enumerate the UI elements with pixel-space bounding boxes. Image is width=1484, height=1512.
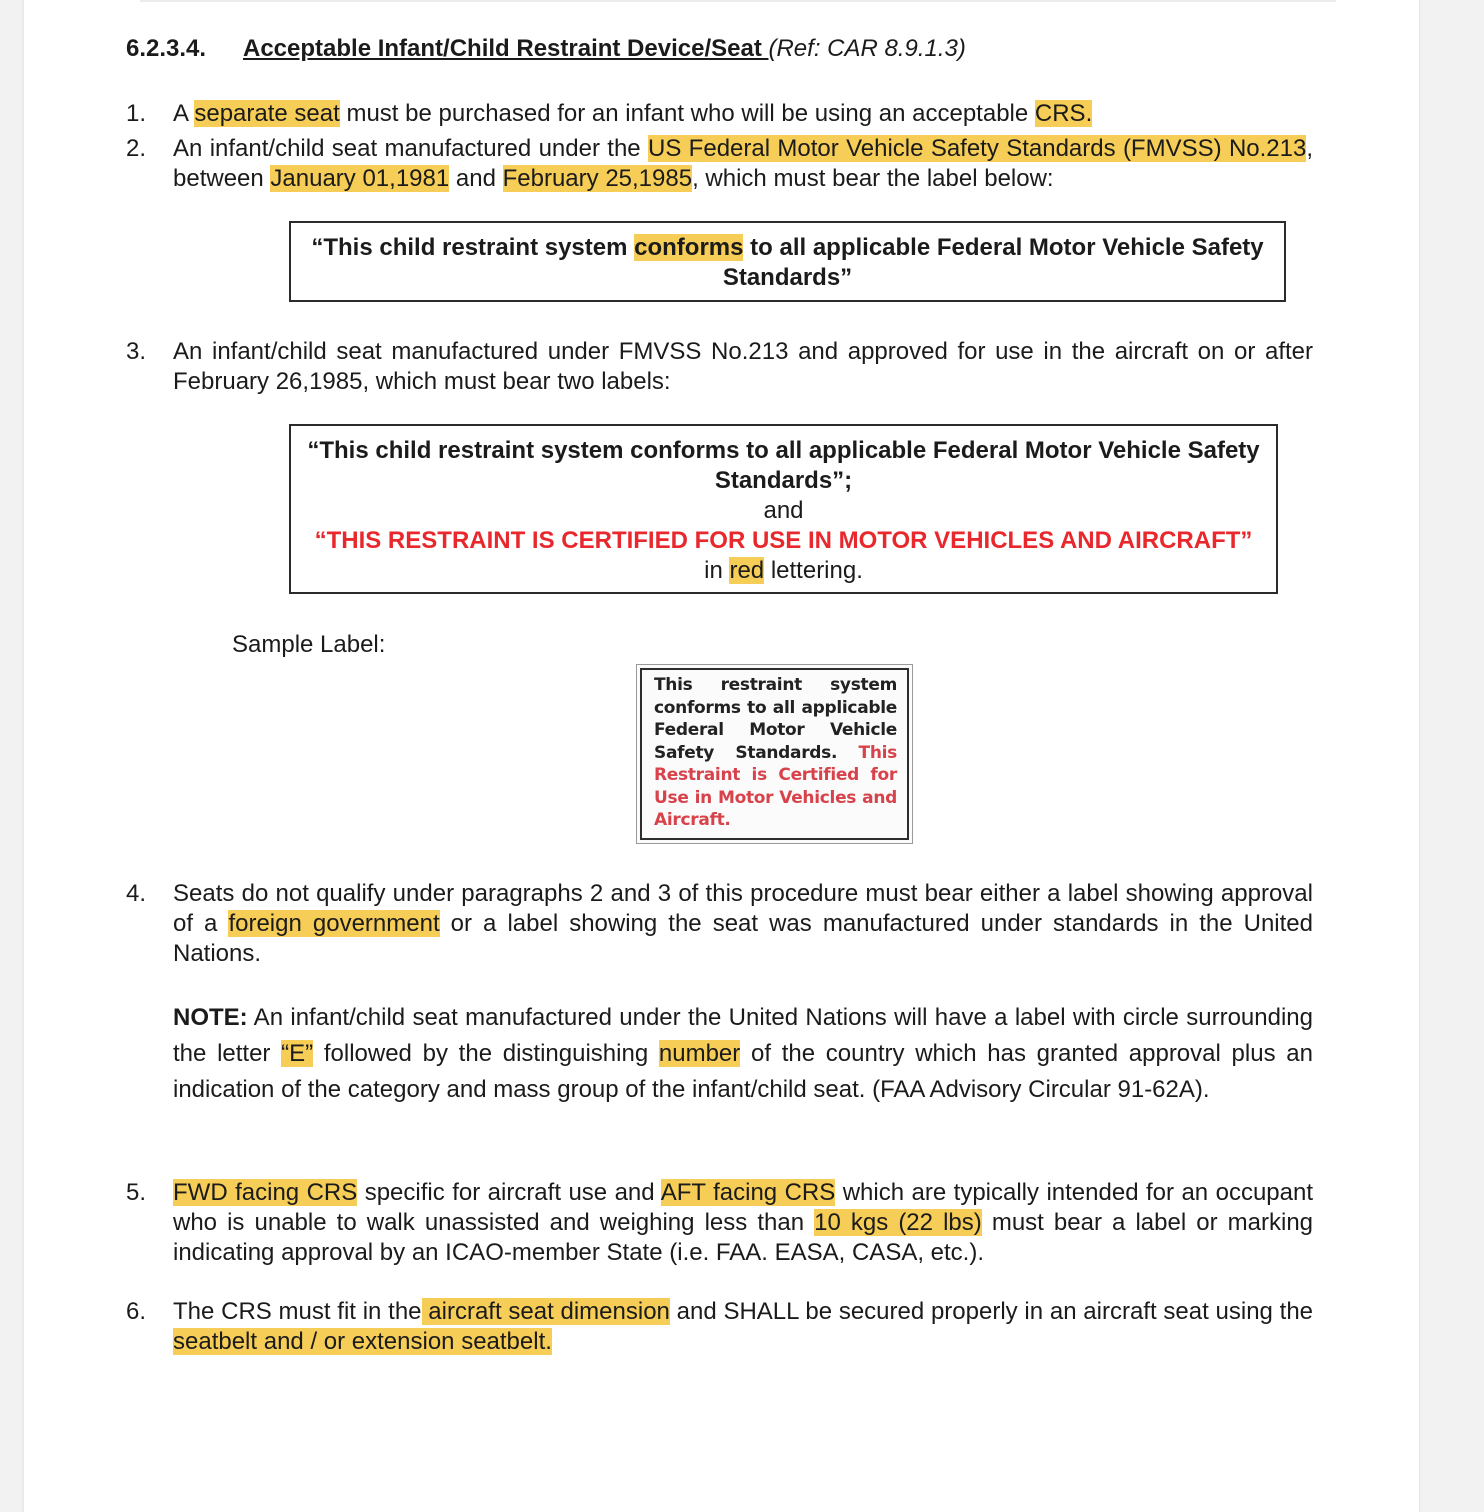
item-text: FWD facing CRS specific for aircraft use and AFT facing CRS which are typically intended for an occupant who is unable to walk unassisted and weighing less than 10 kgs (22 lbs) must bear a label or marking indicating approval by an ICAO-member State (i.e. FAA. EASA, CASA, etc.).: [173, 1179, 1314, 1266]
item-number: 1.: [126, 100, 147, 127]
highlight: FWD facing CRS: [173, 1179, 358, 1206]
list-item-6: [126, 1297, 1313, 1357]
highlight: January 01,1981: [270, 165, 450, 192]
note-paragraph: NOTE: An infant/child seat manufactured under the United Nations will have a label with circle surrounding the letter “E” followed by the distinguishing number of the country which has granted approval plus an indication of the category and mass group of the infant/child seat. (FAA Advisory Circular 91-62A).: [173, 1004, 1313, 1103]
top-rule: [140, 0, 1336, 2]
sample-label-image: [636, 664, 913, 844]
highlight: red: [729, 557, 765, 584]
label-box-2-line1: “This child restraint system conforms to all applicable Federal Motor Vehicle Safety Standards”;: [307, 437, 1260, 494]
red-certified-text: “THIS RESTRAINT IS CERTIFIED FOR USE IN MOTOR VEHICLES AND AIRCRAFT”: [314, 527, 1253, 554]
label-box-2: [289, 424, 1278, 594]
list-item-2: [126, 134, 1313, 194]
item-text: Seats do not qualify under paragraphs 2 and 3 of this procedure must bear either a label showing approval of a foreign government or a label showing the seat was manufactured under standards in the United Nations.: [173, 880, 1313, 967]
highlight: aircraft seat dimension: [421, 1298, 670, 1325]
sample-label-title: Sample Label:: [232, 631, 386, 658]
item-number: 6.: [126, 1298, 147, 1325]
highlight: conforms: [634, 234, 744, 261]
list-item-4: [126, 879, 1313, 969]
highlight: 10 kgs (22 lbs): [814, 1209, 982, 1236]
label-box-2-red-line: “THIS RESTRAINT IS CERTIFIED FOR USE IN MOTOR VEHICLES AND AIRCRAFT” in red lettering.: [314, 527, 1253, 584]
highlight: “E”: [281, 1040, 314, 1067]
sample-label-text: This restraint system conforms to all applicable Federal Motor Vehicle Safety Standards. This Restraint is Certified for Use in Motor Vehicles and Aircraft.: [640, 668, 909, 840]
highlight: foreign government: [228, 910, 440, 937]
item-text: An infant/child seat manufactured under FMVSS No.213 and approved for use in the aircraft on or after February 26,1985, which must bear two labels:: [173, 338, 1313, 395]
section-title: Acceptable Infant/Child Restraint Device/Seat: [243, 35, 769, 62]
section-ref: (Ref: CAR 8.9.1.3): [768, 35, 966, 62]
label-box-1: [289, 221, 1286, 302]
highlight: US Federal Motor Vehicle Safety Standards (FMVSS) No.213: [648, 135, 1307, 162]
item-number: 3.: [126, 338, 147, 365]
label-box-1-text: “This child restraint system conforms to all applicable Federal Motor Vehicle Safety Standards”: [311, 234, 1264, 291]
list-item-3: [126, 337, 1313, 397]
highlight: AFT facing CRS: [660, 1179, 836, 1206]
item-text: The CRS must fit in the aircraft seat dimension and SHALL be secured properly in an aircraft seat using the seatbelt and / or extension seatbelt.: [173, 1298, 1314, 1355]
item-text: A separate seat must be purchased for an infant who will be using an acceptable CRS.: [173, 100, 1093, 127]
list-item-5: [126, 1178, 1313, 1268]
highlight: February 25,1985: [502, 165, 693, 192]
item-number: 5.: [126, 1179, 147, 1206]
highlight: seatbelt and / or extension seatbelt.: [173, 1328, 552, 1355]
highlight: number: [658, 1040, 741, 1067]
list-item-1: [126, 99, 1313, 129]
highlight: CRS.: [1034, 100, 1093, 127]
highlight: separate seat: [194, 100, 340, 127]
section-number: 6.2.3.4.: [126, 35, 207, 62]
label-box-2-and: and: [763, 497, 804, 524]
section-heading: [126, 33, 966, 65]
note-label: NOTE:: [173, 1004, 248, 1031]
item-text: An infant/child seat manufactured under the US Federal Motor Vehicle Safety Standards (FMVSS) No.213, between January 01,1981 and February 25,1985, which must bear the label below:: [173, 135, 1313, 192]
item-number: 4.: [126, 880, 147, 907]
item-number: 2.: [126, 135, 147, 162]
